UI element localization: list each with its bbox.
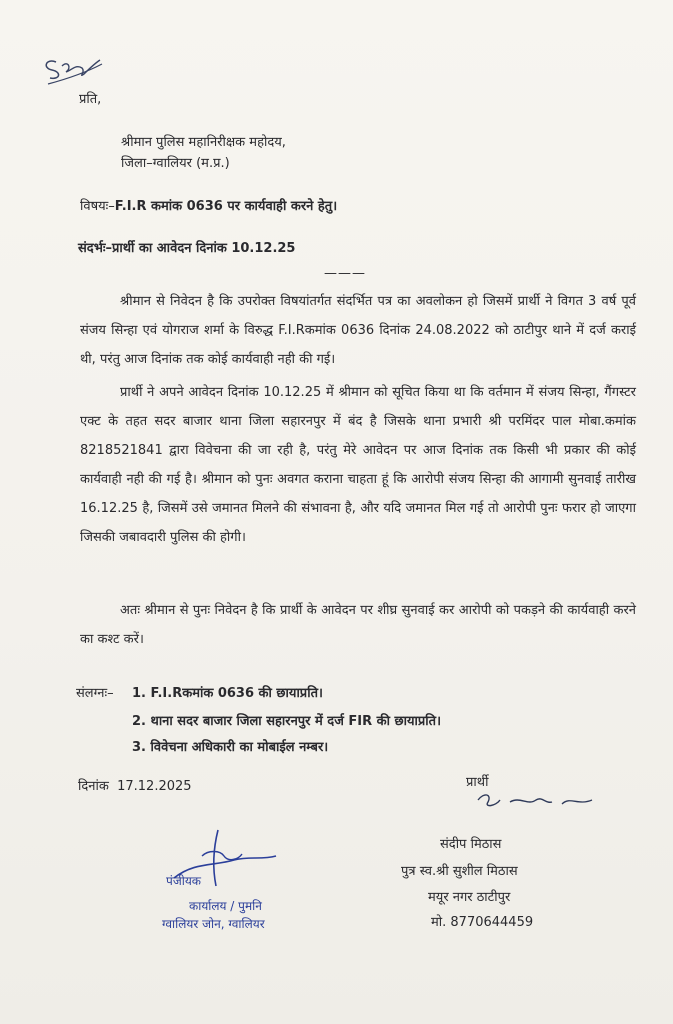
separator: ——— bbox=[324, 266, 366, 281]
subject-label: विषयः– bbox=[80, 199, 115, 214]
stamp-line-3: ग्वालियर जोन, ग्वालियर bbox=[162, 917, 265, 931]
paragraph-1 bbox=[80, 287, 636, 374]
subject-text: F.I.R कमांक 0636 पर कार्यवाही करने हेतु। bbox=[114, 199, 338, 214]
subject-line bbox=[80, 199, 337, 215]
enclosure-item-3: 3. विवेचना अधिकारी का मोबाईल नम्बर। bbox=[132, 740, 329, 755]
paragraph-3 bbox=[80, 596, 636, 654]
handwritten-initials bbox=[38, 44, 108, 89]
date-value: 17.12.2025 bbox=[117, 779, 192, 794]
applicant-mobile: मो. 8770644459 bbox=[431, 915, 534, 930]
enclosure-item-2: 2. थाना सदर बाजार जिला सहारनपुर में दर्ज FIR की छायाप्रति। bbox=[132, 714, 442, 729]
applicant-name: संदीप मिठास bbox=[440, 837, 502, 852]
reference-label: संदर्भः– bbox=[78, 241, 112, 256]
paragraph-2 bbox=[80, 378, 636, 552]
enclosures-label: संलग्नः– bbox=[76, 686, 114, 701]
applicant-father: पुत्र स्व.श्री सुशील मिठास bbox=[401, 864, 518, 879]
enclosure-item-1: 1. F.I.Rकमांक 0636 की छायाप्रति। bbox=[132, 686, 323, 701]
reference-text: प्रार्थी का आवेदन दिनांक 10.12.25 bbox=[111, 241, 296, 256]
addressee-line-2: जिला–ग्वालियर (म.प्र.) bbox=[121, 156, 230, 171]
date-label: दिनांक bbox=[78, 779, 109, 794]
date-line bbox=[78, 779, 192, 795]
paragraph-1-text: श्रीमान से निवेदन है कि उपरोक्त विषयांतर्गत संदर्भित पत्र का अवलोकन हो जिसमें प्रार्थी ने विगत 3 वर्ष पूर्व संजय सिन्हा एवं योगराज शर्मा के विरुद्ध F.I.Rकमांक 0636 दिनांक 24.08.2022 को ठाटीपुर थाने में दर्ज कराई थी, परंतु आज दिनांक तक कोई कार्यवाही नही की गई। bbox=[80, 294, 636, 367]
applicant-signature bbox=[470, 786, 600, 816]
stamp-line-2: कार्यालय / पुमनि bbox=[189, 899, 262, 913]
paragraph-3-text: अतः श्रीमान से पुनः निवेदन है कि प्रार्थी के आवेदन पर शीघ्र सुनवाई कर आरोपी को पकड़ने की कार्यवाही करने का कश्ट करें। bbox=[80, 603, 636, 647]
applicant-label: प्रार्थी bbox=[466, 775, 489, 790]
to-label: प्रति, bbox=[79, 92, 102, 107]
applicant-address: मयूर नगर ठाटीपुर bbox=[428, 890, 511, 905]
addressee-line-1: श्रीमान पुलिस महानिरीक्षक महोदय, bbox=[121, 135, 286, 150]
stamp-line-1: पंजीयक bbox=[166, 874, 202, 888]
paragraph-2-text: प्रार्थी ने अपने आवेदन दिनांक 10.12.25 में श्रीमान को सूचित किया था कि वर्तमान में संजय सिन्हा, गैंगस्टर एक्ट के तहत सदर बाजार थाना जिला सहारनपुर में बंद है जिसके थाना प्रभारी श्री परमिंदर पाल मोबा.कमांक 8218521841 द्वारा विवेचना की जा रही है, परंतु मेरे आवेदन पर आज दिनांक तक किसी भी प्रकार की कोई कार्यवाही नही की गई है। श्रीमान को पुनः अवगत कराना चाहता हूं कि आरोपी संजय सिन्हा की आगामी सुनवाई तारीख 16.12.25 है, जिसमें उसे जमानत मिलने की संभावना है, और यदि जमानत मिल गई तो आरोपी पुनः फरार हो जाएगा जिसकी जबावदारी पुलिस की होगी। bbox=[80, 385, 636, 545]
reference-line bbox=[78, 241, 295, 257]
